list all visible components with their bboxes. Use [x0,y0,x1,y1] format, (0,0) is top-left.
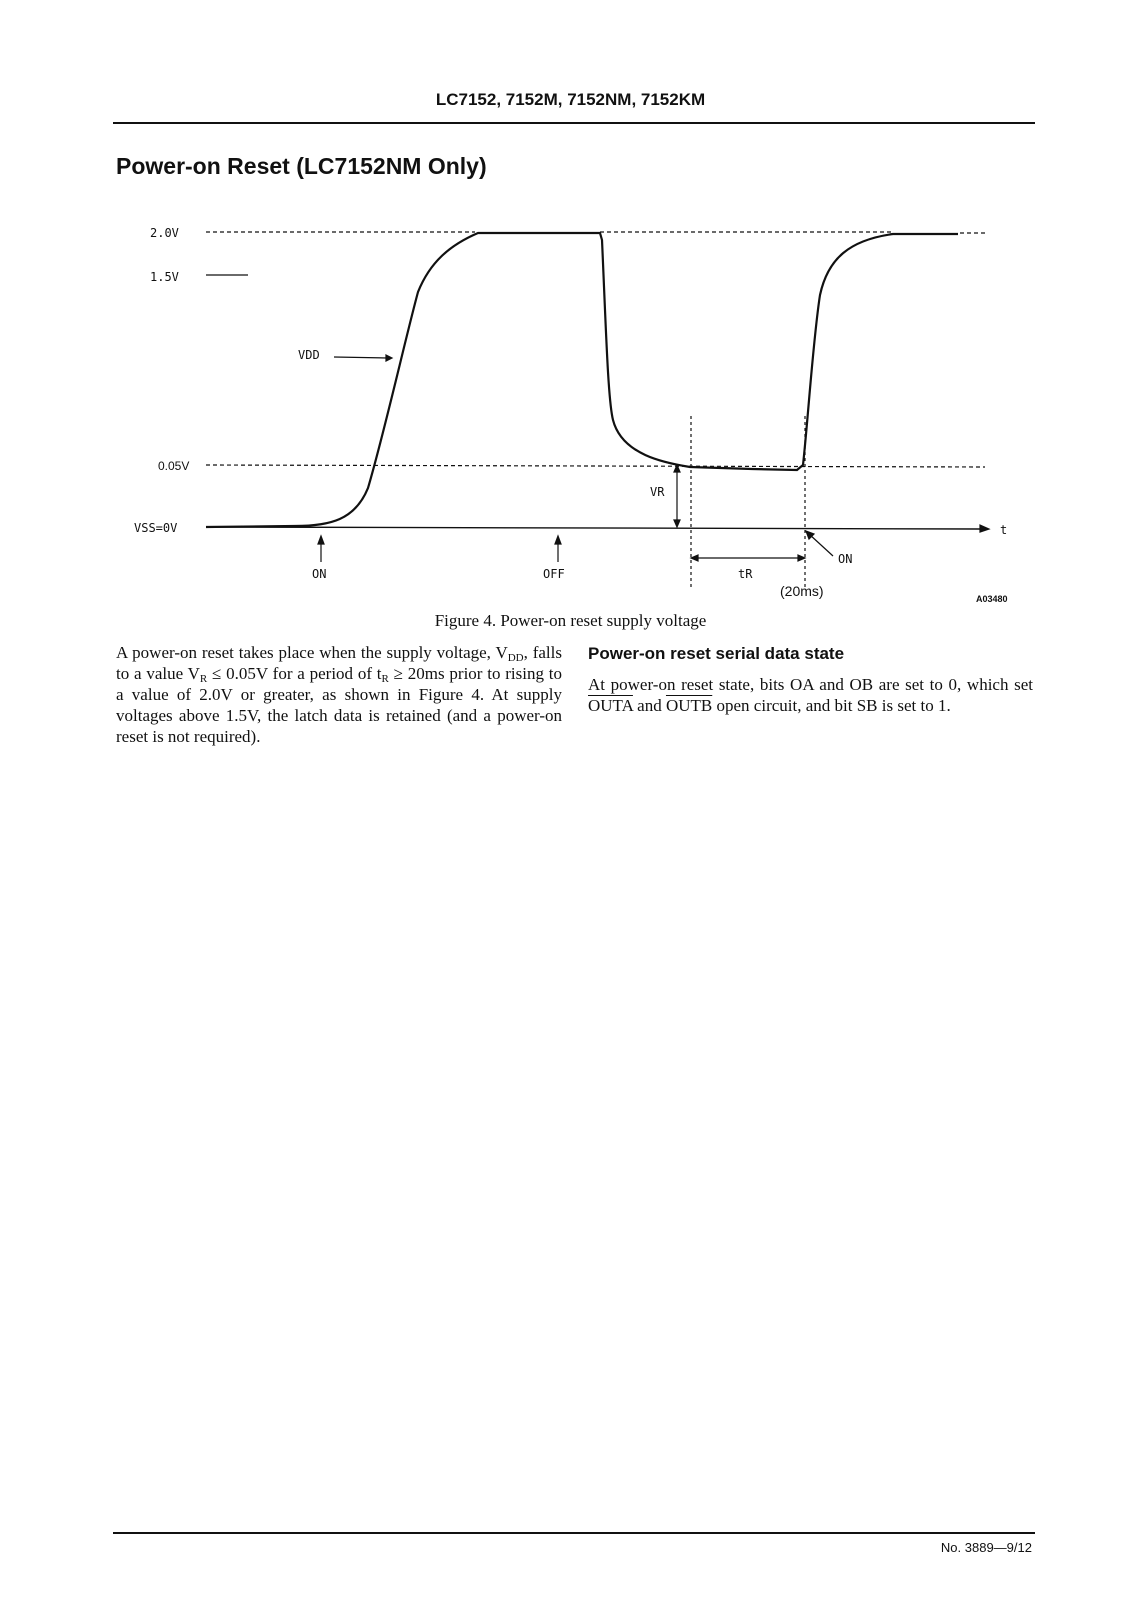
label-1-5v: 1.5V [150,270,179,284]
serial-data-state-paragraph: At power-on reset state, bits OA and OB are set to 0, which set OUTA and OUTB open circuit, and bit SB is set to 1. [588,675,1033,715]
off-marker-arrow [555,536,561,544]
label-on-1: ON [312,567,327,581]
label-vr: VR [650,485,665,499]
vdd-pointer [334,357,387,358]
vdd-pointer-arrow [386,355,392,361]
time-axis-arrow [980,525,989,532]
power-on-reset-diagram [0,0,1141,620]
serial-data-state-heading: Power-on reset serial data state [588,644,845,663]
label-t-axis: t [1000,523,1008,537]
page-number: No. 3889—9/12 [940,1540,1032,1555]
label-0-05v: 0.05V [158,459,190,473]
label-on-2: ON [838,552,853,566]
time-axis [206,527,980,529]
vdd-waveform [206,233,958,527]
label-2v: 2.0V [150,226,179,240]
label-vdd: VDD [298,348,320,362]
outb-signal: OUTB [665,696,713,715]
tr-arrow-right [798,555,805,561]
running-header-title: LC7152, 7152M, 7152NM, 7152KM [435,90,706,109]
section-title: Power-on Reset (LC7152NM Only) [116,153,487,179]
figure-caption: Figure 4. Power-on reset supply voltage [434,611,707,630]
on-marker-1-arrow [318,536,324,544]
figure-code: A03480 [976,594,1008,604]
outa-signal: OUTA [588,696,633,715]
label-tr-value: (20ms) [780,583,824,599]
label-vss: VSS=0V [134,521,178,535]
on-marker-2 [809,534,833,556]
footer-rule [113,1532,1035,1534]
vr-arrow-bottom [674,520,680,527]
power-on-reset-paragraph: A power-on reset takes place when the supply voltage, $V_{DD}$, falls to a value $V_R \le 0.05V$ for a period of $t_R \ge 20ms$ prior to rising to a value of 2.0V or greater, as shown in Figure 4. At supply voltages above 1.5V, the latch data is retained (and a power-on reset is not required). [116,643,562,746]
ref-line-0-05v [206,465,985,467]
label-off: OFF [543,567,565,581]
label-tr: tR [738,567,753,581]
tr-arrow-left [691,555,698,561]
